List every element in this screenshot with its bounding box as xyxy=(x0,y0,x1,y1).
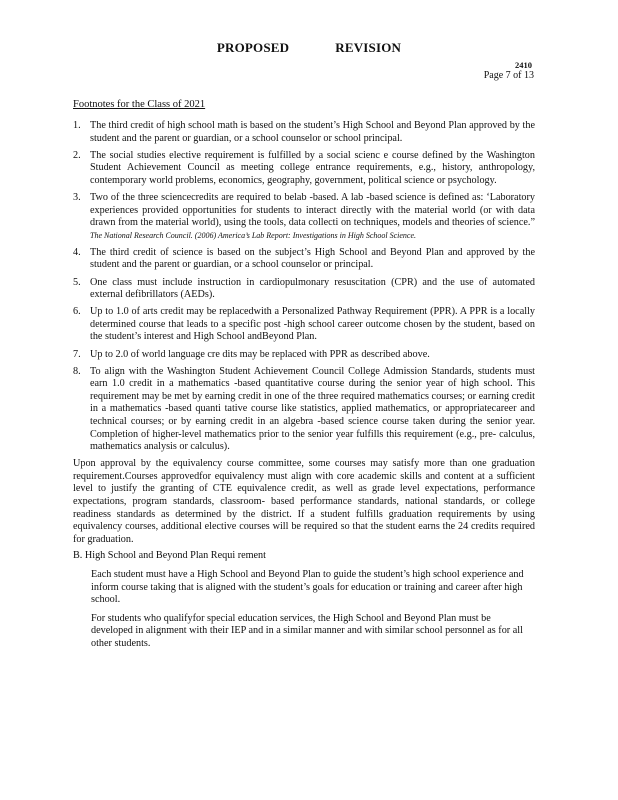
policy-number: 2410 xyxy=(515,60,532,70)
document-body xyxy=(73,120,535,657)
footnote-number: 2. xyxy=(73,149,81,161)
section-b-heading: B. High School and Beyond Plan Requi rement xyxy=(73,550,266,562)
footnote-number: 8. xyxy=(73,365,81,377)
footnote-text: Up to 1.0 of arts credit may be replacedwith a Personalized Pathway Requirement (PPR). A PPR is a locally determined course that leads to a specific post -high school career outcome chosen by the student, based on the student’s interest and High School andBeyond Plan. xyxy=(90,306,535,343)
footnote-item xyxy=(73,150,535,188)
footnote-text: The third credit of science is based on the subject’s High School and Beyond Plan and approved by the student and the parent or guardian, or a school counselor or principal. xyxy=(90,246,535,271)
footnote-number: 5. xyxy=(73,276,81,288)
page-title xyxy=(0,40,618,56)
equivalency-paragraph: Upon approval by the equivalency course committee, some courses may satisfy more than one graduation requirement.Courses approvedfor equivalency must align with core academic skills and content at a sufficient level to justify the granting of CTE equivalence credit, as well as grade level expectations, performance expectations, program standards, classroom- based performance standards, national standards, or college readiness standards as determined by the district. If a student fulfills graduation requirements by using equivalency courses, additional elective courses will be required so that the student earns the 24 credits required for graduation. xyxy=(73,458,535,545)
section-b-paragraph-2: For students who qualifyfor special education services, the High School and Beyond Plan must be developed in alignment with their IEP and in a similar manner and with similar school personnel as for all other students. xyxy=(91,612,523,649)
footnote-number: 4. xyxy=(73,246,81,258)
footnote-text: The social studies elective requirement is fulfilled by a social scienc e course defined by the Washington Student Achievement Council as meeting college entrance requirements, e.g., history, anthropology, contemporary world problems, economics, geography, government, political science or psychology. xyxy=(90,149,535,186)
footnote-number: 7. xyxy=(73,348,81,360)
footnote-item xyxy=(73,277,535,302)
footnote-text: Two of the three sciencecredits are required to belab -based. A lab -based science is defined as: ‘Laboratory experiences provided opportunities for students to interact directly with the material world (or with data drawn from the material world), using the tools, data collecti on techniques, models and theories of science.” xyxy=(90,191,535,229)
footnote-text: To align with the Washington Student Achievement Council College Admission Standards, students must earn 1.0 credit in a mathematics -based quantitative course during the senior year of high school. This requirement may be met by earning credit in one of the three required mathematics courses; or earning credit in a mathematics -based quanti tative course like statistics, applied mathematics, or appropriatecareer and technical courses; or by earning credit in an algebra -based science course taken during the senior year. Completion of higher-level mathematics prior to the senior year fulfills this requirement (e.g., pre- calculus, mathematics analysis or calculus). xyxy=(90,365,535,453)
title-word-revision: REVISION xyxy=(335,40,402,55)
footnote-item xyxy=(73,120,535,145)
footnote-citation: The National Research Council. (2006) America’s Lab Report: Investigations in High School Science. xyxy=(90,230,417,240)
footnotes-heading: Footnotes for the Class of 2021 xyxy=(73,99,206,110)
footnote-text: The third credit of high school math is based on the student’s High School and Beyond Plan approved by the student and the parent or guardian, or a school counselor or school principal. xyxy=(90,120,535,144)
footnote-text-container xyxy=(90,192,535,242)
title-word-proposed: PROPOSED xyxy=(216,40,290,55)
footnote-text: One class must include instruction in cardiopulmonary resuscitation (CPR) and the use of automated external defibrillators (AEDs). xyxy=(90,276,535,301)
footnote-item xyxy=(73,349,535,362)
footnote-item xyxy=(73,366,535,454)
section-b-paragraph-1: Each student must have a High School and Beyond Plan to guide the student’s high school experience and inform course taking that is aligned with the student’s goals for education or training and career after high school. xyxy=(91,569,524,606)
footnote-number: 1. xyxy=(73,120,81,131)
footnote-number: 6. xyxy=(73,306,81,318)
footnote-item xyxy=(73,192,535,242)
footnote-item xyxy=(73,247,535,272)
page-number: Page 7 of 13 xyxy=(483,70,534,81)
footnote-item xyxy=(73,306,535,344)
footnote-number: 3. xyxy=(73,191,81,203)
footnote-text: Up to 2.0 of world language cre dits may be replaced with PPR as described above. xyxy=(90,348,430,360)
